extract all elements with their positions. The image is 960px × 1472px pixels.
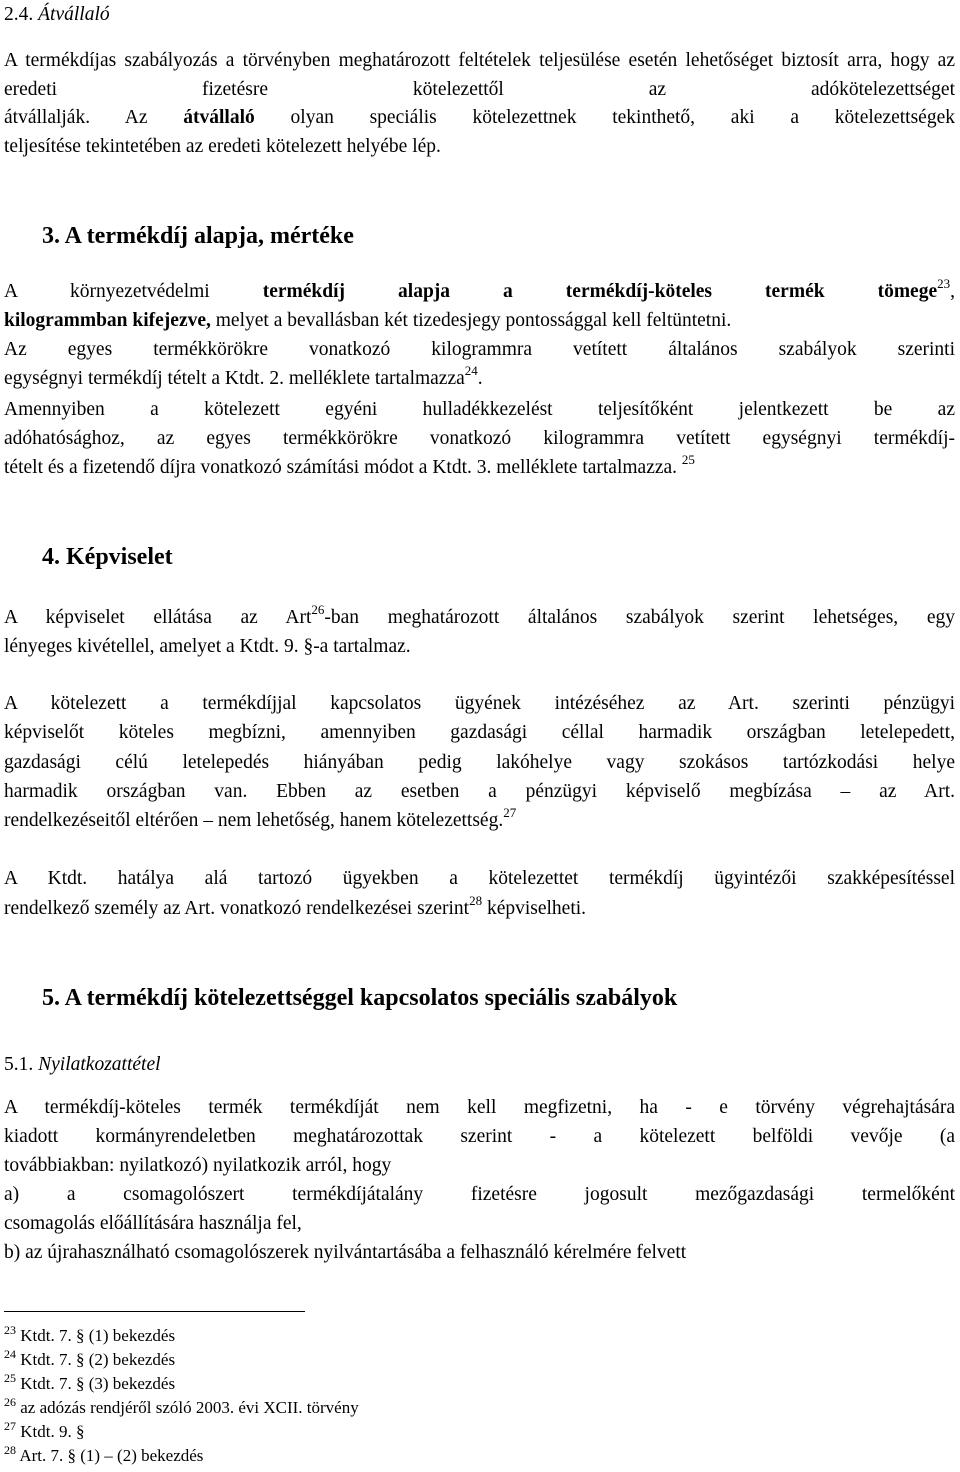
text-run: képviselheti. <box>482 898 587 919</box>
paragraph-line: adóhatósághoz, az egyes termékkörökre vonatkozó kilogrammra vetített egységnyi termékdíj- <box>4 428 955 449</box>
text-run: melyet a bevallásban két tizedesjegy pontossággal kell feltüntetni. <box>210 310 732 331</box>
bold-term: termékdíj alapja a termékdíj-köteles termék tömege <box>262 281 938 302</box>
paragraph-line <box>4 603 955 632</box>
footnote <box>4 1444 203 1468</box>
footnote-text: Ktdt. 7. § (3) bekezdés <box>20 1374 176 1393</box>
section-3-heading: 3. A termékdíj alapja, mértéke <box>42 223 354 249</box>
paragraph-line: gazdasági célú letelepedés hiányában pedig lakóhelye vagy szokásos tartózkodási helye <box>4 752 955 773</box>
paragraph-line: lényeges kivétellel, amelyet a Ktdt. 9. §-a tartalmaz. <box>4 636 411 657</box>
text-run: tételt és a fizetendő díjra vonatkozó számítási módot a Ktdt. 3. melléklete tartalmazza. <box>4 457 678 478</box>
footnote <box>4 1420 84 1444</box>
paragraph-line: A kötelezett a termékdíjjal kapcsolatos ügyének intézéséhez az Art. szerinti pénzügyi <box>4 693 955 714</box>
paragraph-line: csomagolás előállítására használja fel, <box>4 1213 302 1234</box>
footnote-separator <box>4 1311 305 1312</box>
footnote-number: 28 <box>4 1443 16 1457</box>
footnote-ref: 28 <box>469 893 483 908</box>
text-run: rendelkező személy az Art. vonatkozó rendelkezései szerint <box>4 898 470 919</box>
footnote-text: Ktdt. 7. § (1) bekezdés <box>20 1326 176 1345</box>
footnote-ref: 24 <box>464 363 478 378</box>
paragraph-line <box>4 364 955 393</box>
subsection-number: 5.1. <box>4 1054 34 1075</box>
bold-term: kilogrammban kifejezve, <box>4 310 211 331</box>
footnote-ref: 26 <box>311 602 325 617</box>
text-run: átvállalják. Az <box>4 107 184 128</box>
footnote <box>4 1348 175 1372</box>
bold-term: átvállaló <box>183 107 255 128</box>
paragraph-line: továbbiakban: nyilatkozó) nyilatkozik arról, hogy <box>4 1155 392 1176</box>
footnote-text: Art. 7. § (1) – (2) bekezdés <box>19 1446 204 1465</box>
footnote <box>4 1396 359 1420</box>
paragraph-line: Amennyiben a kötelezett egyéni hulladékkezelést teljesítőként jelentkezett be az <box>4 399 955 420</box>
text-run: . <box>477 368 483 389</box>
paragraph-line: a) a csomagolószert termékdíjátalány fizetésre jogosult mezőgazdasági termelőként <box>4 1184 955 1205</box>
footnote <box>4 1372 175 1396</box>
paragraph-line: A termékdíj-köteles termék termékdíját nem kell megfizetni, ha - e törvény végrehajtására <box>4 1097 955 1118</box>
footnote-ref: 25 <box>681 452 695 467</box>
paragraph-line: harmadik országban van. Ebben az esetben a pénzügyi képviselő megbízása – az Art. <box>4 781 955 802</box>
footnote <box>4 1324 175 1348</box>
text-run: rendelkezéseitől eltérően – nem lehetőség, hanem kötelezettség. <box>4 810 504 831</box>
footnote-text: Ktdt. 9. § <box>20 1422 85 1441</box>
text-run: A környezetvédelmi <box>4 281 263 302</box>
paragraph-line: kiadott kormányrendeletben meghatározottak szerint - a kötelezett belföldi vevője (a <box>4 1126 955 1147</box>
paragraph-line: A Ktdt. hatálya alá tartozó ügyekben a kötelezettet termékdíj ügyintézői szakképesítéssel <box>4 868 955 889</box>
paragraph-line: teljesítése tekintetében az eredeti kötelezett helyébe lép. <box>4 136 441 157</box>
subsection-title: Nyilatkozattétel <box>38 1054 161 1075</box>
paragraph-line: A termékdíjas szabályozás a törvényben meghatározott feltételek teljesülése esetén lehetőséget biztosít arra, hogy az eredeti fizetésre kötelezettől az adókötelezettséget <box>4 50 955 100</box>
footnote-ref: 23 <box>937 276 951 291</box>
section-number: 2.4. <box>4 4 34 25</box>
paragraph-line <box>4 806 955 835</box>
paragraph-line: képviselőt köteles megbízni, amennyiben gazdasági céllal harmadik országban letelepedett, <box>4 722 955 743</box>
paragraph-line: Az egyes termékkörökre vonatkozó kilogrammra vetített általános szabályok szerinti <box>4 339 955 360</box>
paragraph-line <box>4 453 955 482</box>
footnote-number: 23 <box>4 1323 16 1337</box>
text-run: egységnyi termékdíj tételt a Ktdt. 2. melléklete tartalmazza <box>4 368 465 389</box>
paragraph-line: b) az újrahasználható csomagolószerek nyilvántartásába a felhasználó kérelmére felvett <box>4 1242 687 1263</box>
paragraph-line <box>4 894 955 923</box>
footnote-text: az adózás rendjéről szóló 2003. évi XCII. törvény <box>20 1398 359 1417</box>
text-run: A képviselet ellátása az Art <box>4 607 312 628</box>
footnote-ref: 27 <box>503 805 517 820</box>
text-run: olyan speciális kötelezettnek tekinthető, aki a kötelezettségek <box>254 107 955 128</box>
paragraph-line <box>4 306 955 335</box>
subsection-5-1-heading <box>4 1050 955 1079</box>
footnote-number: 27 <box>4 1419 16 1433</box>
section-2-4-heading <box>4 0 955 29</box>
paragraph-line <box>4 103 955 132</box>
section-title: Átvállaló <box>38 4 110 25</box>
footnote-number: 25 <box>4 1371 16 1385</box>
paragraph-line <box>4 277 955 306</box>
text-run: -ban meghatározott általános szabályok szerint lehetséges, egy <box>324 607 955 628</box>
section-4-heading: 4. Képviselet <box>42 544 173 570</box>
footnote-number: 26 <box>4 1395 16 1409</box>
footnote-text: Ktdt. 7. § (2) bekezdés <box>20 1350 176 1369</box>
section-5-heading: 5. A termékdíj kötelezettséggel kapcsolatos speciális szabályok <box>42 985 678 1011</box>
text-run: , <box>950 281 955 302</box>
footnote-number: 24 <box>4 1347 16 1361</box>
